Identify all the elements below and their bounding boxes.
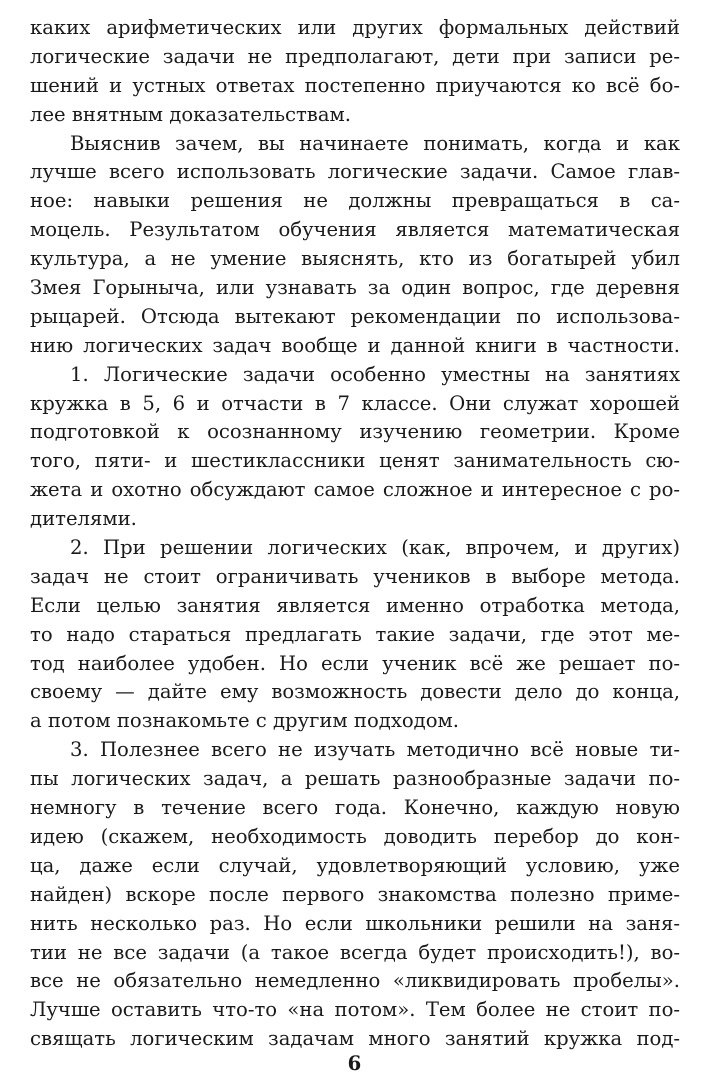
text-line: нить несколько раз. Но если школьники решили на заня- <box>30 911 680 935</box>
text-line: Змея Горыныча, или узнавать за один вопрос, где деревня <box>30 276 680 300</box>
text-line: а потом познакомьте с другим подходом. <box>30 709 459 733</box>
text-line: каких арифметических или других формальных действий <box>30 16 680 39</box>
text-line: то надо стараться предлагать такие задачи, где этот ме- <box>30 622 680 646</box>
text-line: своему — дайте ему возможность довести дело до конца, <box>30 680 680 704</box>
text-line: пы логических задач, а решать разнообразные задачи по- <box>30 767 680 791</box>
text-line: найден) вскоре после первого знакомства полезно приме- <box>30 882 680 906</box>
text-line: рыцарей. Отсюда вытекают рекомендации по использова- <box>30 304 680 328</box>
text-line: логические задачи не предполагают, дети при записи ре- <box>30 44 680 68</box>
text-line: ное: навыки решения не должны превращаться в са- <box>30 189 680 213</box>
list-item-1-first-line: 1. Логические задачи особенно уместны на занятиях <box>70 362 680 386</box>
text-line: тод наиболее удобен. Но если ученик всё же решает по- <box>30 651 680 675</box>
text-line: Лучше оставить что-то «на потом». Тем более не стоит по- <box>30 998 680 1022</box>
text-line: тии не все задачи (а такое всегда будет происходить!), во- <box>30 940 680 964</box>
page-body <box>30 14 680 1054</box>
text-line: шений и устных ответах постепенно приучаются ко всё бо- <box>30 73 680 97</box>
text-line: подготовкой к осознанному изучению геометрии. Кроме <box>30 420 680 444</box>
text-line: ца, даже если случай, удовлетворяющий условию, уже <box>30 853 680 877</box>
text-line: кружка в 5, 6 и отчасти в 7 классе. Они служат хорошей <box>30 391 680 415</box>
text-line: того, пяти- и шестиклассники ценят занимательность сю- <box>30 449 680 473</box>
page-number: 6 <box>347 1052 362 1075</box>
text-line: жета и охотно обсуждают самое сложное и интересное с ро- <box>30 478 680 502</box>
text-line: свящать логическим задачам много занятий кружка под- <box>30 1027 680 1051</box>
text-line: лучше всего использовать логические задачи. Самое глав- <box>30 160 680 184</box>
text-line: задач не стоит ограничивать учеников в выборе метода. <box>30 564 680 588</box>
text-line: все не обязательно немедленно «ликвидировать пробелы». <box>30 969 680 993</box>
list-item-3-first-line: 3. Полезнее всего не изучать методично всё новые ти- <box>70 738 680 762</box>
text-line: идею (скажем, необходимость доводить перебор до кон- <box>30 824 680 848</box>
text-line: лее внятным доказательствам. <box>30 102 351 126</box>
text-line: моцель. Результатом обучения является математическая <box>30 218 680 242</box>
paragraph-first-line: Выяснив зачем, вы начинаете понимать, когда и как <box>70 131 680 155</box>
text-line: дителями. <box>30 507 137 531</box>
text-line: Если целью занятия является именно отработка метода, <box>30 593 680 617</box>
text-line: немногу в течение всего года. Конечно, каждую новую <box>30 796 680 820</box>
text-line: культура, а не умение выяснять, кто из богатырей убил <box>30 247 680 271</box>
list-item-2-first-line: 2. При решении логических (как, впрочем, и других) <box>70 536 680 560</box>
text-line: нию логических задач вообще и данной книги в частности. <box>30 333 680 357</box>
